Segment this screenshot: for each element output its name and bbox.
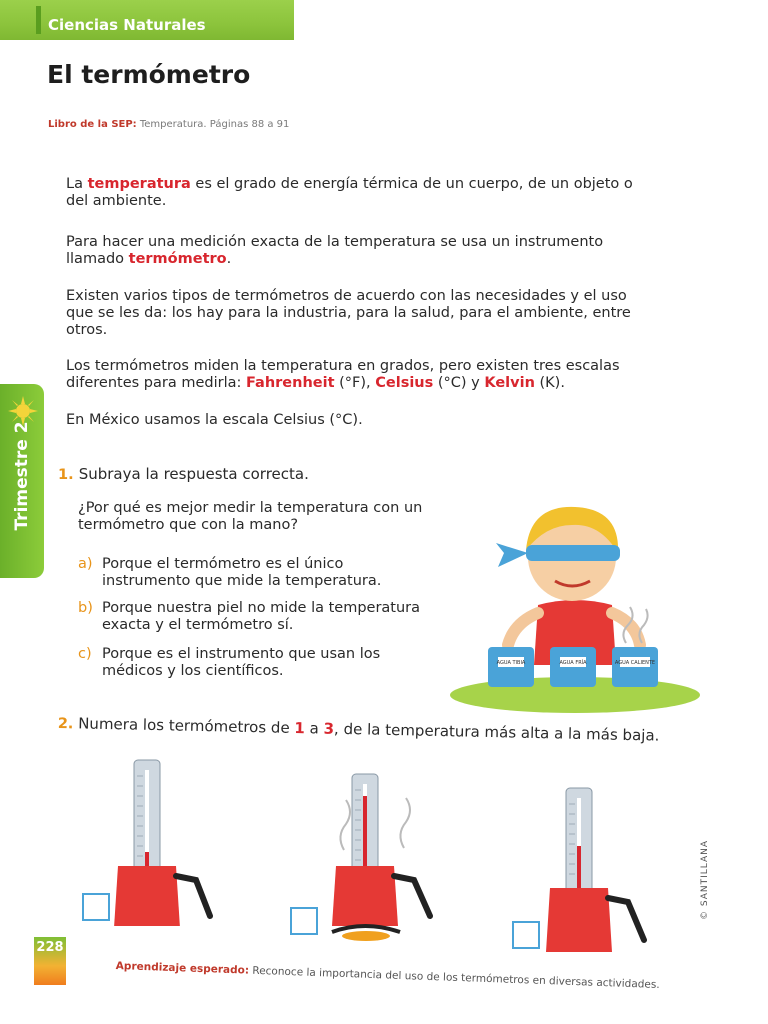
keyword-fahrenheit: Fahrenheit	[245, 375, 335, 391]
cup-label-hot: AGUA CALIENTE	[614, 660, 656, 666]
thermometer-kettle-3	[540, 784, 660, 954]
answer-box-3[interactable]	[512, 921, 540, 949]
exercise-1-question: ¿Por qué es mejor medir la temperatura con un termómetro que con la mano?	[78, 500, 423, 533]
answer-box-2[interactable]	[290, 907, 318, 935]
blindfolded-child-illustration	[450, 495, 700, 715]
exercise-1-heading	[58, 464, 309, 483]
keyword-kelvin: Kelvin	[484, 375, 535, 391]
exercise-1-title: Subraya la respuesta correcta.	[78, 465, 309, 483]
thermometer-kettle-2	[330, 770, 450, 950]
publisher-mark: © SANTILLANA	[700, 839, 710, 920]
paragraph-1: La temperatura es el grado de energía térmica de un cuerpo, de un objeto o del ambiente.	[66, 176, 633, 209]
page-title: El termómetro	[47, 60, 251, 89]
keyword-termometro: termómetro	[128, 251, 227, 267]
keyword-celsius: Celsius	[375, 375, 434, 391]
paragraph-2: Para hacer una medición exacta de la temperatura se usa un instrumento llamado termómetro.	[66, 234, 604, 267]
number-one: 1	[294, 718, 306, 738]
cup-warm	[488, 647, 534, 687]
cup-label-cold: AGUA FRÍA	[559, 660, 587, 666]
number-three: 3	[323, 719, 335, 738]
sep-reference-value: Temperatura. Páginas 88 a 91	[139, 119, 290, 130]
thermometer-kettle-1	[110, 756, 220, 926]
sep-reference	[48, 119, 289, 130]
page-number: 228	[36, 940, 64, 955]
keyword-temperatura: temperatura	[87, 176, 191, 192]
paragraph-5: En México usamos la escala Celsius (°C).	[66, 412, 363, 428]
paragraph-3: Existen varios tipos de termómetros de acuerdo con las necesidades y el uso que se les da: los hay para la industria, para la salud, para el ambiente, entre otros.	[66, 288, 631, 338]
exercise-2-number: 2.	[57, 715, 74, 733]
learning-outcome-text: Reconoce la importancia del uso de los termómetros en diversas actividades.	[252, 964, 660, 991]
paragraph-4: Los termómetros miden la temperatura en grados, pero existen tres escalas diferentes para medirla: Fahrenheit (°F), Celsius (°C) y Kelvin (K).	[66, 358, 620, 391]
trimester-label: Trimestre 2	[12, 421, 32, 531]
option-b[interactable]: b) Porque nuestra piel no mide la temperatura exacta y el termómetro sí.	[78, 600, 421, 633]
sep-reference-label: Libro de la SEP:	[48, 119, 137, 130]
learning-outcome	[116, 960, 706, 993]
answer-box-1[interactable]	[82, 893, 110, 921]
cup-cold	[550, 647, 596, 687]
cup-label-warm: AGUA TIBIA	[496, 660, 526, 666]
learning-outcome-label: Aprendizaje esperado:	[115, 960, 250, 977]
option-c[interactable]: c) Porque es el instrumento que usan los médicos y los científicos.	[78, 646, 381, 679]
exercise-2-heading: 2. Numera los termómetros de 1 a 3, de la temperatura más alta a la más baja.	[57, 714, 660, 745]
exercise-1-number: 1.	[58, 467, 74, 483]
option-a[interactable]: a) Porque el termómetro es el único instrumento que mide la temperatura.	[78, 556, 382, 589]
subject-label: Ciencias Naturales	[48, 16, 206, 34]
